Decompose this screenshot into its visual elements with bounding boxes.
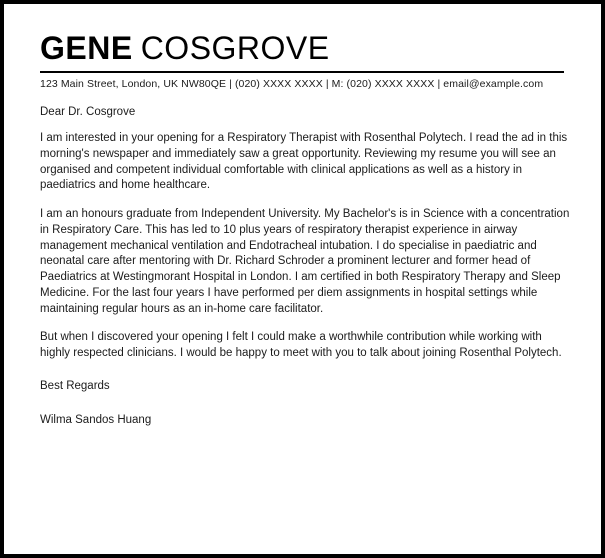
sender-name <box>40 32 565 68</box>
contact-info-line: 123 Main Street, London, UK NW80QE | (020) XXXX XXXX | M: (020) XXXX XXXX | email@example.com <box>40 78 544 90</box>
letter-body <box>40 90 573 426</box>
header-divider <box>40 71 564 73</box>
letter-page <box>4 4 601 554</box>
signature-name: Wilma Sandos Huang <box>40 413 152 426</box>
body-paragraph: But when I discovered your opening I felt I could make a worthwhile contribution while working with highly respected clinicians. I would be happy to meet with you to talk about joining Rosenthal Polytech. <box>40 331 562 359</box>
letterhead <box>40 28 565 90</box>
salutation: Dear Dr. Cosgrove <box>40 106 136 118</box>
sender-first-name: GENE <box>40 30 133 66</box>
body-paragraph: I am interested in your opening for a Respiratory Therapist with Rosenthal Polytech. I read the ad in this morning's newspaper and immediately saw a great opportunity. Reviewing my resume you will see an organised and competent individual comfortable with clinical applications as well as a history in paediatrics and home healthcare. <box>40 132 568 192</box>
body-paragraph: I am an honours graduate from Independent University. My Bachelor's is in Science with a concentration in Respiratory Care. This has led to 10 plus years of respiratory therapist experience in airway management mechanical ventilation and Endotracheal intubation. I do specialise in paediatric and neonatal care after mentoring with Dr. Richard Schroder a prominent lecturer and former head of Paediatrics at Westingmorant Hospital in London. I am certified in both Respiratory Therapy and Sleep Medicine. For the last four years I have performed per diem assignments in hospital settings while maintaining regular hours as an in-home care facilitator. <box>40 208 570 315</box>
sender-last-name: COSGROVE <box>140 30 330 66</box>
closing-phrase: Best Regards <box>40 379 110 392</box>
